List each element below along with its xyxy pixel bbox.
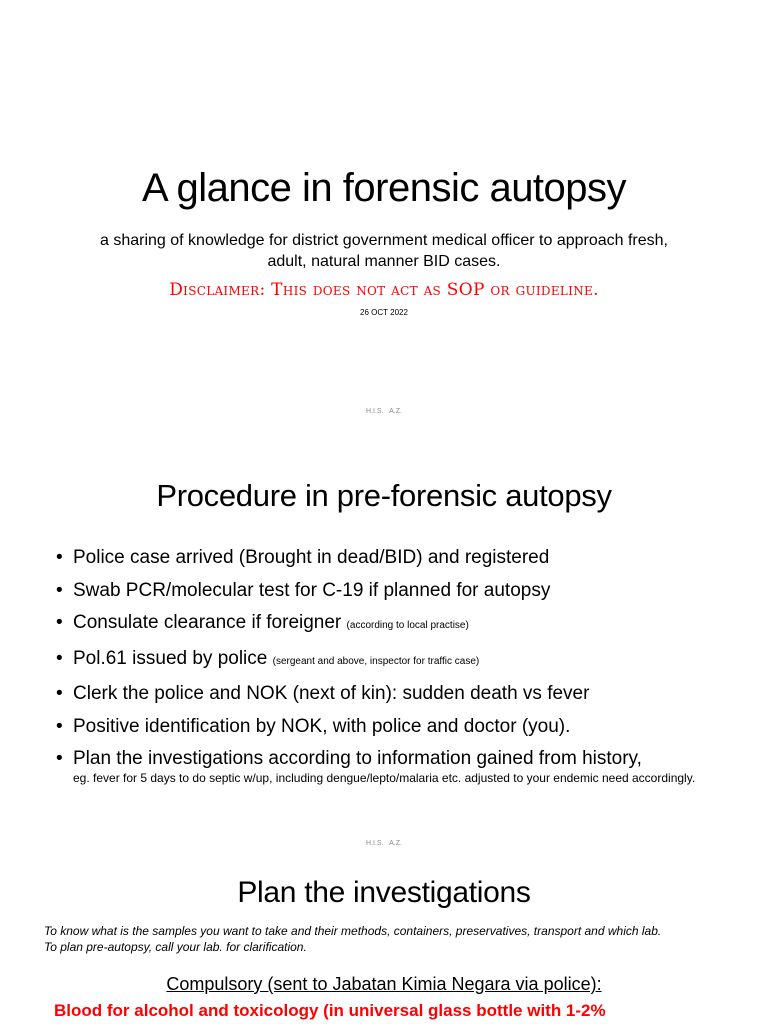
slide-footer: H.I.S. A.Z.: [366, 408, 402, 415]
investigations-intro: [44, 923, 748, 955]
bullet-note: (sergeant and above, inspector for traffic case): [272, 655, 480, 667]
compulsory-heading: Compulsory (sent to Jabatan Kimia Negara via police):: [166, 974, 602, 994]
bullet-dot-icon: •: [56, 683, 63, 704]
bullet-dot-icon: •: [56, 715, 63, 737]
procedure-bullet-item: [56, 579, 748, 603]
procedure-bullet-item: [56, 647, 748, 674]
bullet-text: Plan the investigations according to information gained from history,: [73, 748, 642, 769]
procedure-bullet-item: [56, 611, 748, 638]
intro-line: To plan pre-autopsy, call your lab. for clarification.: [44, 940, 307, 954]
disclaimer-text: Disclaimer: This does not act as SOP or guideline.: [169, 280, 599, 300]
bullet-text: Swab PCR/molecular test for C-19 if planned for autopsy: [73, 579, 551, 601]
slide-investigations: [0, 856, 768, 1024]
slide-procedure: [0, 432, 768, 856]
slide-footer: H.I.S. A.Z.: [366, 840, 402, 847]
bullet-text: Consulate clearance if foreigner: [73, 612, 342, 633]
procedure-bullet-item: [56, 546, 748, 570]
bullet-dot-icon: •: [56, 612, 63, 633]
presentation-title: A glance in forensic autopsy: [141, 166, 627, 210]
presentation-subtitle: a sharing of knowledge for district government medical officer to approach fresh, adult, natural manner BID cases.: [100, 232, 668, 270]
procedure-bullet-list: [56, 546, 748, 795]
bullet-text: Clerk the police and NOK (next of kin): sudden death vs fever: [73, 683, 590, 704]
bullet-note: (according to local practise): [346, 620, 469, 631]
procedure-bullet-item: [56, 682, 748, 706]
slide-title-investigations: Plan the investigations: [237, 876, 531, 909]
bullet-note: eg. fever for 5 days to do septic w/up, including dengue/lepto/malaria etc. adjusted to your endemic need accordingly.: [73, 771, 696, 785]
intro-line: To know what is the samples you want to take and their methods, containers, preservatives, transport and which lab.: [44, 924, 662, 938]
presentation-date: 26 OCT 2022: [360, 308, 408, 317]
bullet-text: Police case arrived (Brought in dead/BID) and registered: [73, 547, 550, 568]
bullet-text: Positive identification by NOK, with police and doctor (you).: [73, 715, 571, 737]
bullet-dot-icon: •: [56, 647, 63, 669]
bullet-dot-icon: •: [56, 579, 63, 601]
bullet-dot-icon: •: [56, 547, 63, 568]
slide-title-procedure: Procedure in pre-forensic autopsy: [156, 478, 612, 513]
procedure-bullet-item: [56, 715, 748, 739]
slide-title: [0, 0, 768, 432]
procedure-bullet-item: [56, 747, 748, 786]
bullet-text: Pol.61 issued by police: [73, 647, 268, 669]
bullet-dot-icon: •: [56, 748, 63, 769]
blood-sample-text: Blood for alcohol and toxicology (in universal glass bottle with 1-2%: [54, 1001, 606, 1020]
